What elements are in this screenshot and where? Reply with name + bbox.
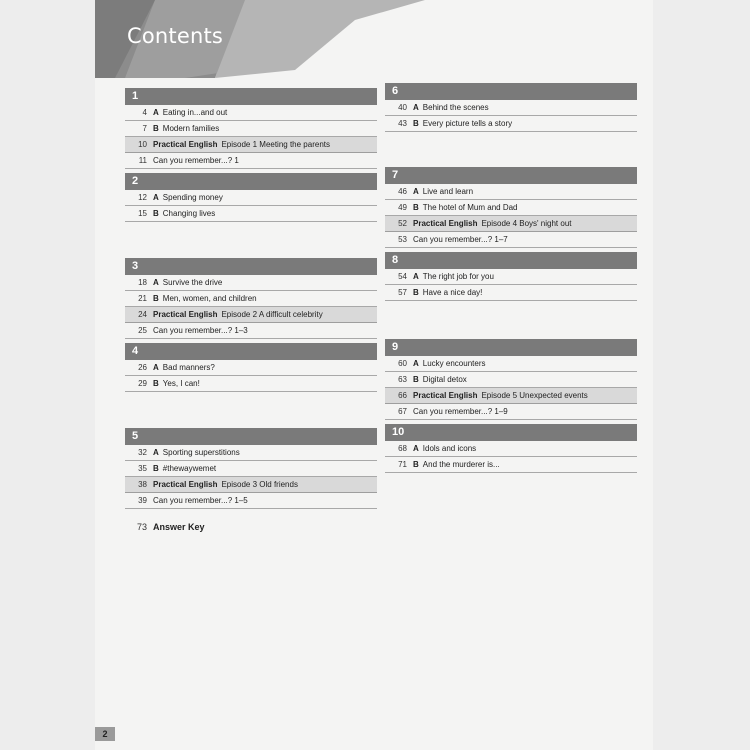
page-ref: 15 (138, 209, 147, 218)
lesson-label: A (413, 103, 419, 112)
lesson-title: Episode 2 A difficult celebrity (221, 310, 323, 319)
unit-header: 3 (125, 258, 377, 275)
page-ref: 7 (142, 124, 147, 133)
unit-7 (385, 167, 637, 248)
contents-row[interactable] (125, 307, 377, 323)
page-ref: 29 (138, 379, 147, 388)
contents-row[interactable] (385, 269, 637, 285)
contents-row[interactable] (385, 285, 637, 301)
page-ref: 21 (138, 294, 147, 303)
page-ref: 53 (398, 235, 407, 244)
lesson-label: Practical English (413, 219, 478, 228)
unit-header: 9 (385, 339, 637, 356)
contents-row[interactable] (125, 275, 377, 291)
page-ref: 40 (398, 103, 407, 112)
page-ref: 67 (398, 407, 407, 416)
unit-header: 6 (385, 83, 637, 100)
unit-header: 7 (385, 167, 637, 184)
page-ref: 71 (398, 460, 407, 469)
lesson-label: A (153, 363, 159, 372)
lesson-title: Episode 5 Unexpected events (481, 391, 588, 400)
contents-row[interactable] (385, 200, 637, 216)
lesson-title: Yes, I can! (162, 379, 200, 388)
lesson-label: B (413, 288, 419, 297)
page-ref: 18 (138, 278, 147, 287)
answer-key-label: Answer Key (153, 522, 205, 532)
lesson-title: Eating in...and out (162, 108, 228, 117)
contents-row[interactable] (125, 376, 377, 392)
page-ref: 60 (398, 359, 407, 368)
page-ref: 25 (138, 326, 147, 335)
contents-row[interactable] (385, 372, 637, 388)
unit-header: 2 (125, 173, 377, 190)
lesson-title: Can you remember...? 1 (153, 156, 239, 165)
contents-row[interactable] (125, 445, 377, 461)
lesson-label: A (413, 359, 419, 368)
lesson-label: Practical English (153, 480, 218, 489)
contents-row[interactable] (385, 356, 637, 372)
unit-3 (125, 258, 377, 339)
lesson-title: Bad manners? (162, 363, 215, 372)
page-ref: 24 (138, 310, 147, 319)
page-ref: 46 (398, 187, 407, 196)
page-ref: 54 (398, 272, 407, 281)
contents-row[interactable] (125, 493, 377, 509)
unit-4 (125, 343, 377, 392)
lesson-label: B (413, 460, 419, 469)
unit-header: 10 (385, 424, 637, 441)
contents-row[interactable] (385, 441, 637, 457)
lesson-title: Changing lives (162, 209, 216, 218)
lesson-title: Men, women, and children (162, 294, 257, 303)
page-ref: 10 (138, 140, 147, 149)
contents-row[interactable] (385, 116, 637, 132)
page-ref: 63 (398, 375, 407, 384)
lesson-title: Every picture tells a story (422, 119, 513, 128)
contents-row[interactable] (385, 457, 637, 473)
contents-row[interactable] (125, 206, 377, 222)
lesson-label: B (153, 464, 159, 473)
lesson-label: A (413, 187, 419, 196)
contents-row[interactable] (385, 404, 637, 420)
lesson-label: A (153, 193, 159, 202)
lesson-label: Practical English (413, 391, 478, 400)
lesson-label: B (413, 119, 419, 128)
lesson-title: Episode 4 Boys' night out (481, 219, 572, 228)
lesson-title: Modern families (162, 124, 220, 133)
page-ref: 4 (142, 108, 147, 117)
page-ref: 49 (398, 203, 407, 212)
lesson-label: B (153, 209, 159, 218)
unit-header: 1 (125, 88, 377, 105)
lesson-label: A (413, 272, 419, 281)
lesson-label: Practical English (153, 310, 218, 319)
page-ref: 52 (398, 219, 407, 228)
unit-1 (125, 88, 377, 169)
unit-2 (125, 173, 377, 222)
contents-row[interactable] (125, 291, 377, 307)
lesson-label: A (153, 278, 159, 287)
page-ref: 68 (398, 444, 407, 453)
lesson-label: B (153, 124, 159, 133)
lesson-title: Have a nice day! (422, 288, 483, 297)
lesson-label: A (413, 444, 419, 453)
lesson-title: Can you remember...? 1–3 (153, 326, 248, 335)
unit-header: 8 (385, 252, 637, 269)
unit-5 (125, 428, 377, 509)
page-ref: 26 (138, 363, 147, 372)
page-ref: 32 (138, 448, 147, 457)
contents-row[interactable] (385, 184, 637, 200)
lesson-title: #thewaywemet (162, 464, 217, 473)
answer-key-entry[interactable] (125, 522, 205, 532)
page-ref: 66 (398, 391, 407, 400)
contents-row[interactable] (385, 388, 637, 404)
lesson-title: And the murderer is... (422, 460, 500, 469)
lesson-label: B (153, 379, 159, 388)
lesson-label: B (153, 294, 159, 303)
unit-header: 5 (125, 428, 377, 445)
lesson-title: The right job for you (422, 272, 494, 281)
lesson-title: Episode 3 Old friends (221, 480, 298, 489)
contents-row[interactable] (125, 323, 377, 339)
contents-page (95, 0, 653, 750)
lesson-label: B (413, 203, 419, 212)
page-ref: 35 (138, 464, 147, 473)
page-ref: 12 (138, 193, 147, 202)
contents-row[interactable] (125, 461, 377, 477)
contents-row[interactable] (125, 477, 377, 493)
page-ref: 39 (138, 496, 147, 505)
unit-6 (385, 83, 637, 132)
lesson-title: Can you remember...? 1–7 (413, 235, 508, 244)
lesson-label: A (153, 448, 159, 457)
contents-row[interactable] (125, 137, 377, 153)
contents-row[interactable] (125, 105, 377, 121)
lesson-title: The hotel of Mum and Dad (422, 203, 518, 212)
page-ref: 38 (138, 480, 147, 489)
lesson-title: Digital detox (422, 375, 467, 384)
unit-9 (385, 339, 637, 420)
lesson-title: Episode 1 Meeting the parents (221, 140, 330, 149)
lesson-title: Sporting superstitions (162, 448, 240, 457)
lesson-label: B (413, 375, 419, 384)
contents-row[interactable] (125, 360, 377, 376)
page-title: Contents (127, 24, 224, 48)
page-ref: 43 (398, 119, 407, 128)
contents-row[interactable] (385, 216, 637, 232)
answer-key-page: 73 (136, 522, 147, 532)
contents-row[interactable] (125, 153, 377, 169)
contents-row[interactable] (385, 232, 637, 248)
lesson-title: Idols and icons (422, 444, 477, 453)
lesson-label: A (153, 108, 159, 117)
lesson-title: Live and learn (422, 187, 474, 196)
unit-8 (385, 252, 637, 301)
lesson-title: Can you remember...? 1–5 (153, 496, 248, 505)
lesson-title: Lucky encounters (422, 359, 486, 368)
contents-row[interactable] (125, 190, 377, 206)
page-ref: 57 (398, 288, 407, 297)
unit-10 (385, 424, 637, 473)
lesson-title: Spending money (162, 193, 223, 202)
lesson-title: Survive the drive (162, 278, 223, 287)
contents-row[interactable] (385, 100, 637, 116)
lesson-title: Can you remember...? 1–9 (413, 407, 508, 416)
page-ref: 11 (138, 156, 147, 165)
page-number: 2 (95, 727, 115, 741)
contents-row[interactable] (125, 121, 377, 137)
lesson-label: Practical English (153, 140, 218, 149)
unit-header: 4 (125, 343, 377, 360)
lesson-title: Behind the scenes (422, 103, 489, 112)
